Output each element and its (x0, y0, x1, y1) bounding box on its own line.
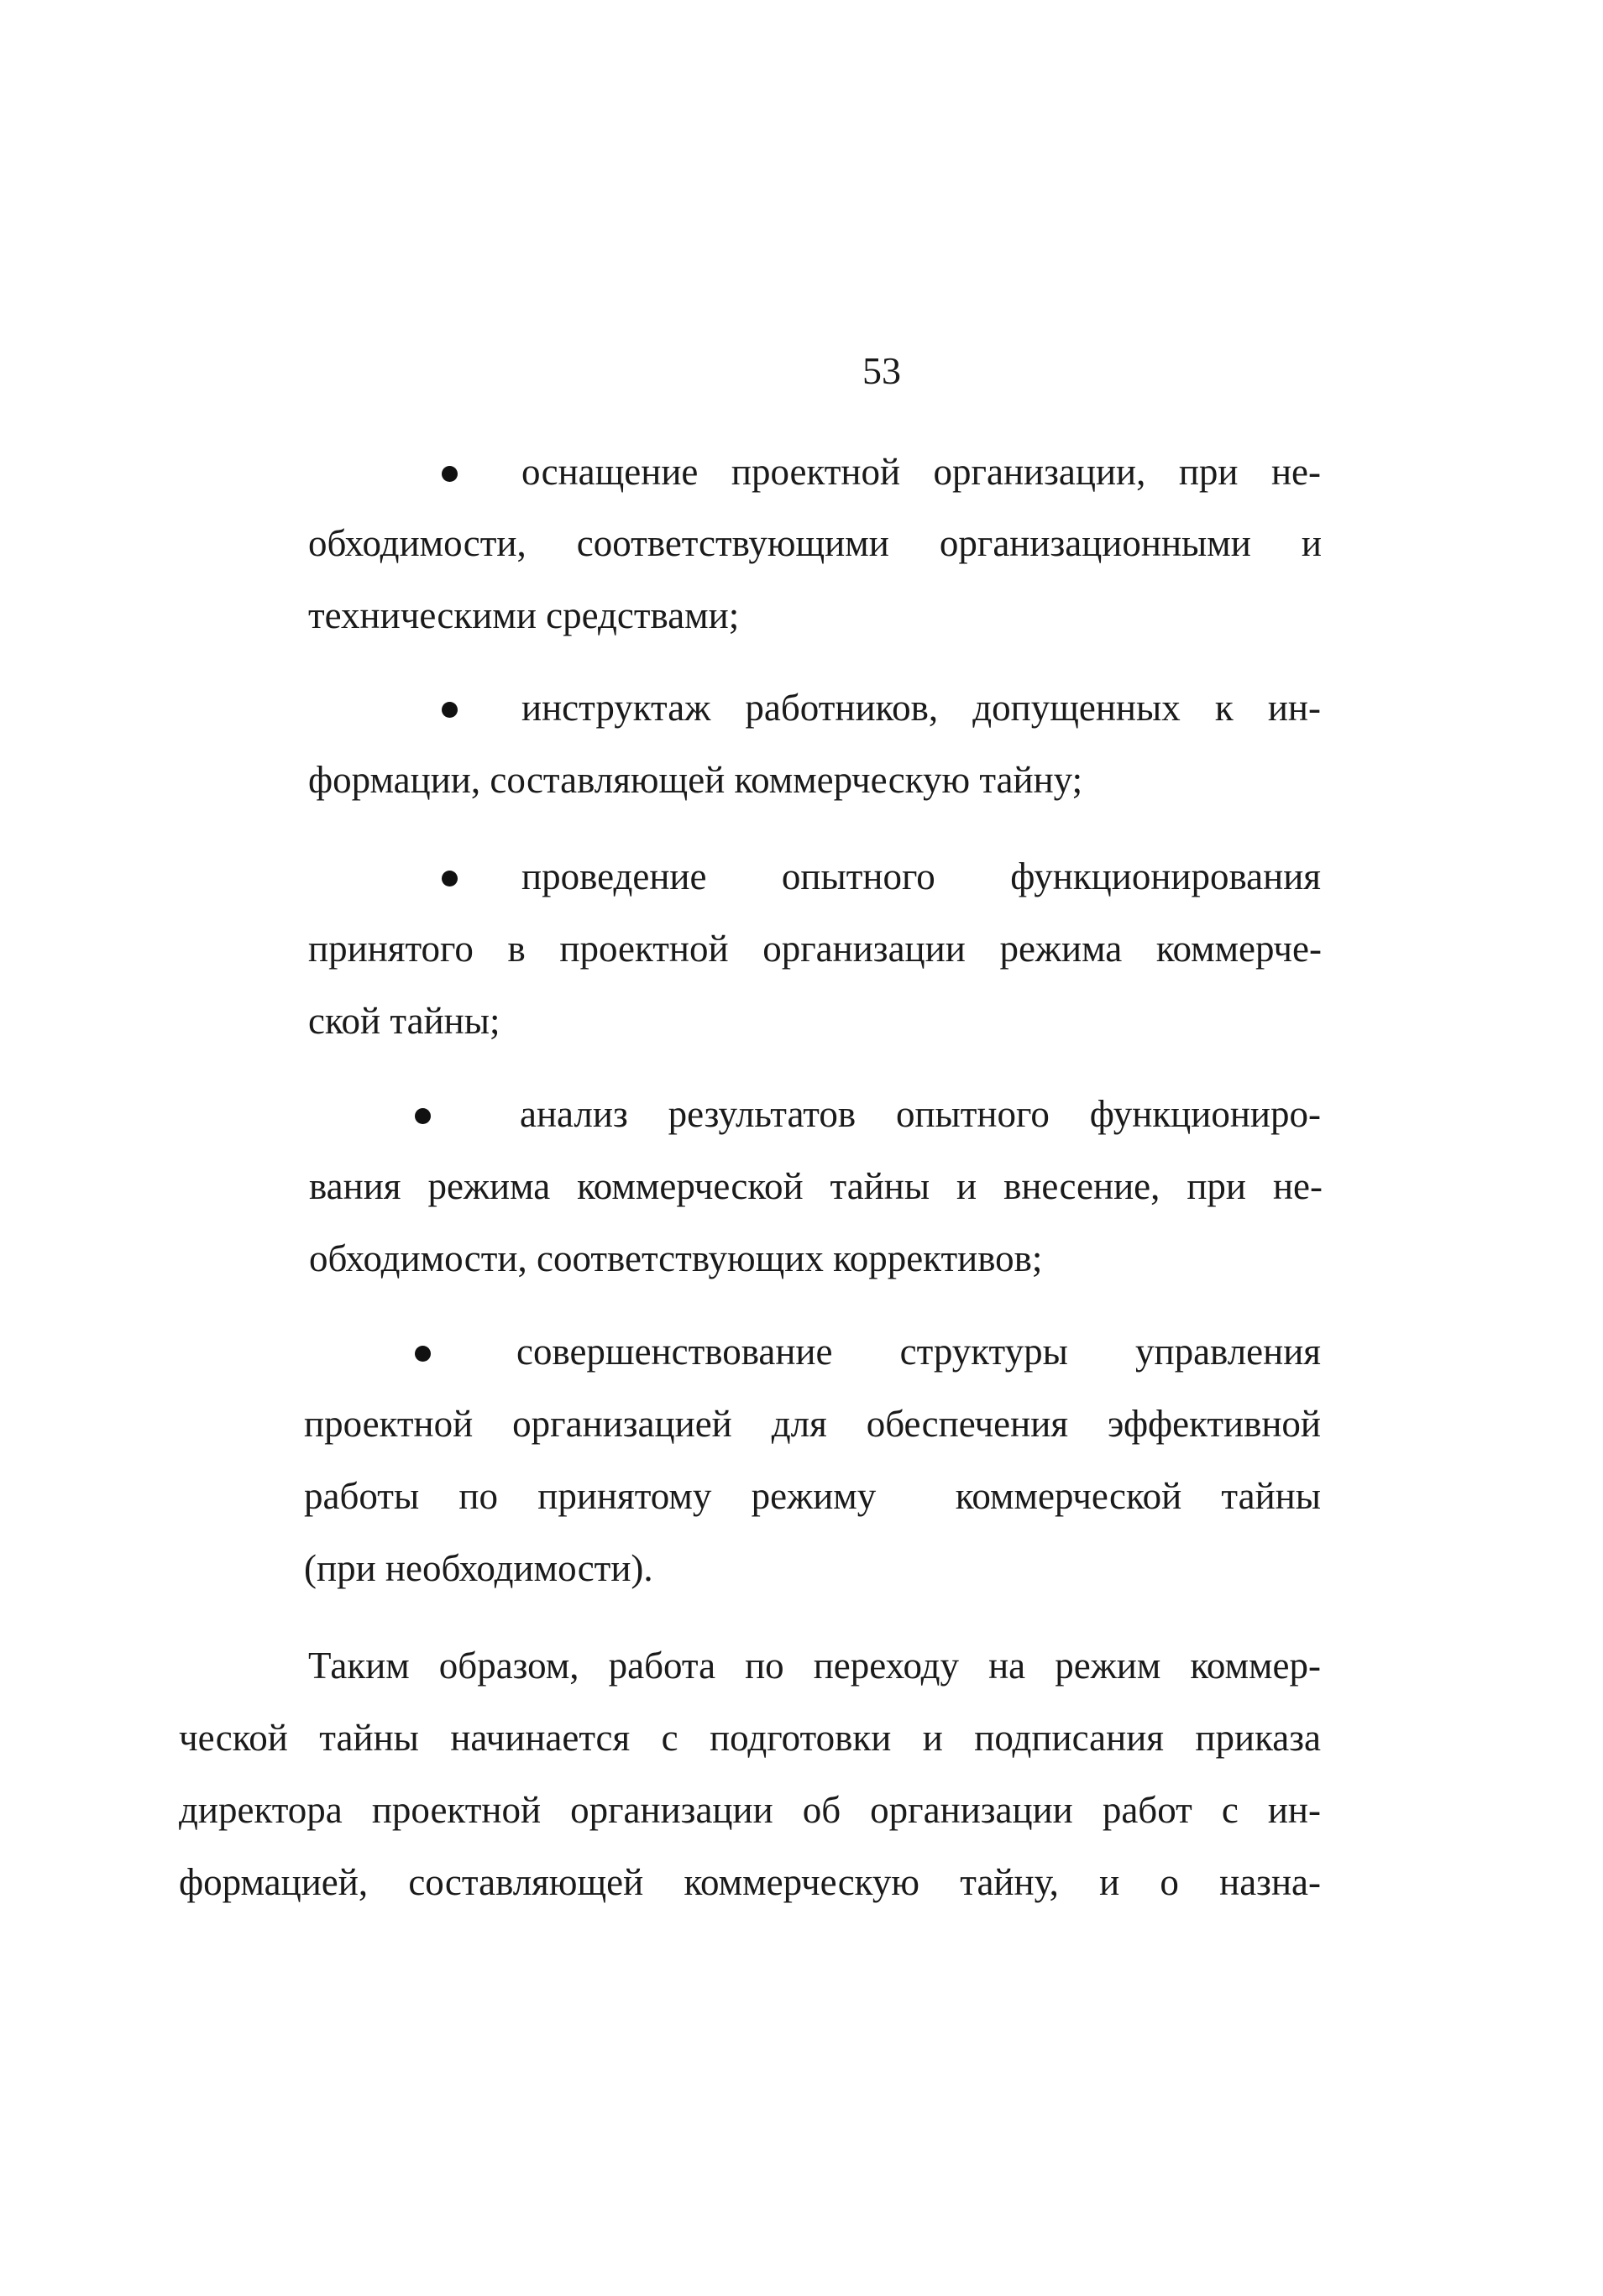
bullet-line: работы по принятому режиму коммерческой тайны (304, 1475, 1321, 1517)
bullet-line: техническими средствами; (308, 594, 740, 636)
bullet-line: вания режима коммерческой тайны и внесение, при не- (309, 1165, 1323, 1207)
bullet-line: принятого в проектной организации режима коммерче- (308, 928, 1322, 970)
bullet-dot-icon (442, 466, 458, 482)
bullet-dot-icon (442, 871, 458, 886)
bullet-dot-icon (415, 1346, 431, 1362)
bullet-line: ской тайны; (308, 1000, 500, 1042)
bullet-dot-icon (442, 702, 458, 718)
page-number: 53 (862, 349, 901, 392)
bullet-line: обходимости, соответствующими организационными и (308, 522, 1322, 564)
bullet-line: проектной организацией для обеспечения эффективной (304, 1403, 1321, 1445)
paragraph-line: формацией, составляющей коммерческую тайну, и о назна- (179, 1861, 1321, 1903)
bullet-line: (при необходимости). (304, 1547, 653, 1589)
paragraph-line: директора проектной организации об организации работ с ин- (179, 1789, 1321, 1831)
bullet-first-line: анализ результатов опытного функциониро- (520, 1093, 1321, 1135)
bullet-line: формации, составляющей коммерческую тайну; (308, 759, 1083, 801)
bullet-first-line: оснащение проектной организации, при не- (521, 451, 1321, 493)
bullet-first-line: проведение опытного функционирования (521, 855, 1321, 897)
bullet-dot-icon (415, 1108, 431, 1124)
bullet-line: обходимости, соответствующих коррективов; (309, 1237, 1043, 1279)
bullet-first-line: совершенствование структуры управления (516, 1331, 1321, 1373)
bullet-first-line: инструктаж работников, допущенных к ин- (521, 687, 1321, 729)
paragraph-line: ческой тайны начинается с подготовки и подписания приказа (179, 1717, 1321, 1759)
paragraph-line: Таким образом, работа по переходу на режим коммер- (308, 1645, 1321, 1687)
